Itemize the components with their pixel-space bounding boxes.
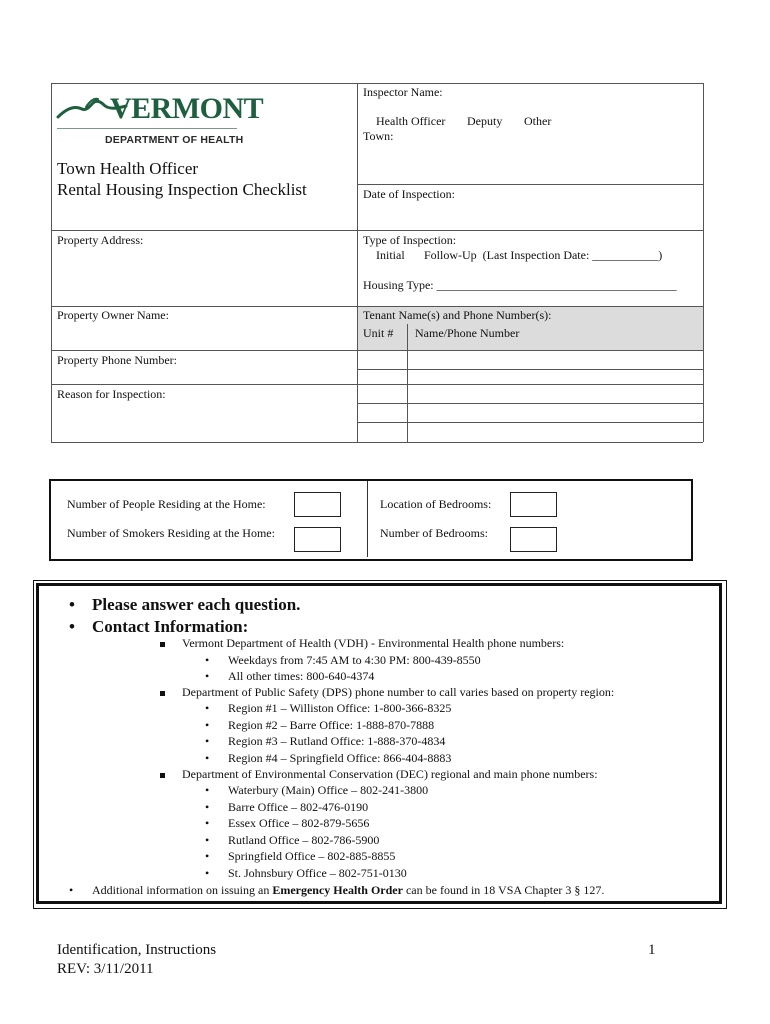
dps-region-1: Region #1 – Williston Office: 1-800-366-8325 (228, 701, 452, 715)
bullet-icon: • (205, 734, 210, 748)
name-phone-column-header: Name/Phone Number (415, 326, 520, 340)
bullet-icon: • (205, 653, 210, 667)
inspector-name-label: Inspector Name: (363, 85, 443, 99)
dec-rutland: Rutland Office – 802-786-5900 (228, 833, 380, 847)
additional-info-post: can be found in 18 VSA Chapter 3 § 127. (402, 883, 605, 897)
bullet-icon: • (205, 701, 210, 715)
type-followup-option[interactable]: Follow-Up (Last Inspection Date: ___________) (424, 248, 663, 262)
option-health-officer[interactable]: Health Officer (376, 114, 446, 128)
unit-column-header: Unit # (363, 326, 394, 340)
type-initial-option[interactable]: Initial (376, 248, 405, 262)
people-residing-label: Number of People Residing at the Home: (67, 497, 266, 511)
bullet-icon: • (205, 833, 210, 847)
footer-identification: Identification, Instructions (57, 942, 217, 958)
vdh-weekdays: Weekdays from 7:45 AM to 4:30 PM: 800-439-8550 (228, 653, 481, 667)
dec-waterbury: Waterbury (Main) Office – 802-241-3800 (228, 783, 429, 797)
dec-essex: Essex Office – 802-879-5656 (228, 816, 370, 830)
date-of-inspection-label: Date of Inspection: (363, 187, 455, 201)
reason-for-inspection-label: Reason for Inspection: (57, 387, 166, 401)
option-other[interactable]: Other (524, 114, 552, 128)
dec-line: Department of Environmental Conservation (DEC) regional and main phone numbers: (182, 767, 598, 781)
dps-region-3: Region #3 – Rutland Office: 1-888-370-4834 (228, 734, 446, 748)
logo-wordmark: VERMONT (110, 92, 264, 125)
location-of-bedrooms-input[interactable] (510, 492, 557, 517)
property-address-label: Property Address: (57, 233, 144, 247)
dec-barre: Barre Office – 802-476-0190 (228, 800, 369, 814)
additional-info-pre: Additional information on issuing an (92, 883, 273, 897)
dps-line: Department of Public Safety (DPS) phone number to call varies based on property region: (182, 685, 615, 699)
bullet-icon: • (205, 718, 210, 732)
footer-revision: REV: 3/11/2011 (57, 961, 154, 977)
number-of-bedrooms-input[interactable] (510, 527, 557, 552)
type-of-inspection-label: Type of Inspection: (363, 233, 457, 247)
smokers-residing-input[interactable] (294, 527, 341, 552)
instruction-heading-answer: Please answer each question. (92, 595, 301, 614)
vdh-line: Vermont Department of Health (VDH) - Environmental Health phone numbers: (182, 636, 565, 650)
dec-springfield: Springfield Office – 802-885-8855 (228, 849, 396, 863)
people-residing-input[interactable] (294, 492, 341, 517)
heading-bullet-1: • (69, 595, 75, 614)
location-of-bedrooms-label: Location of Bedrooms: (380, 497, 492, 511)
bullet-icon: • (69, 883, 74, 897)
bullet-icon: • (205, 751, 210, 765)
bullet-icon: • (205, 849, 210, 863)
housing-type-field[interactable]: Housing Type: ________________________________________ (363, 278, 677, 292)
dps-region-4: Region #4 – Springfield Office: 866-404-8883 (228, 751, 452, 765)
square-bullet-icon (160, 691, 165, 696)
option-deputy[interactable]: Deputy (467, 114, 503, 128)
emergency-health-order-text: Emergency Health Order (272, 883, 403, 897)
number-of-bedrooms-label: Number of Bedrooms: (380, 526, 488, 540)
square-bullet-icon (160, 642, 165, 647)
bullet-icon: • (205, 783, 210, 797)
smokers-residing-label: Number of Smokers Residing at the Home: (67, 526, 275, 540)
property-phone-label: Property Phone Number: (57, 353, 177, 367)
logo-subtitle: DEPARTMENT OF HEALTH (105, 134, 244, 146)
page-number: 1 (648, 942, 656, 958)
dps-region-2: Region #2 – Barre Office: 1-888-870-7888 (228, 718, 435, 732)
page-title-line1: Town Health Officer (57, 159, 199, 178)
bullet-icon: • (205, 800, 210, 814)
property-owner-label: Property Owner Name: (57, 308, 169, 322)
bullet-icon: • (205, 669, 210, 683)
bullet-icon: • (205, 816, 210, 830)
page-title-line2: Rental Housing Inspection Checklist (57, 180, 307, 199)
additional-info-line (92, 883, 604, 898)
bullet-icon: • (205, 866, 210, 880)
vdh-other-times: All other times: 800-640-4374 (228, 669, 375, 683)
town-label: Town: (363, 129, 394, 143)
instruction-heading-contact: Contact Information: (92, 617, 249, 636)
tenant-names-label: Tenant Name(s) and Phone Number(s): (363, 308, 552, 322)
square-bullet-icon (160, 773, 165, 778)
heading-bullet-2: • (69, 617, 75, 636)
dec-st-johnsbury: St. Johnsbury Office – 802-751-0130 (228, 866, 407, 880)
